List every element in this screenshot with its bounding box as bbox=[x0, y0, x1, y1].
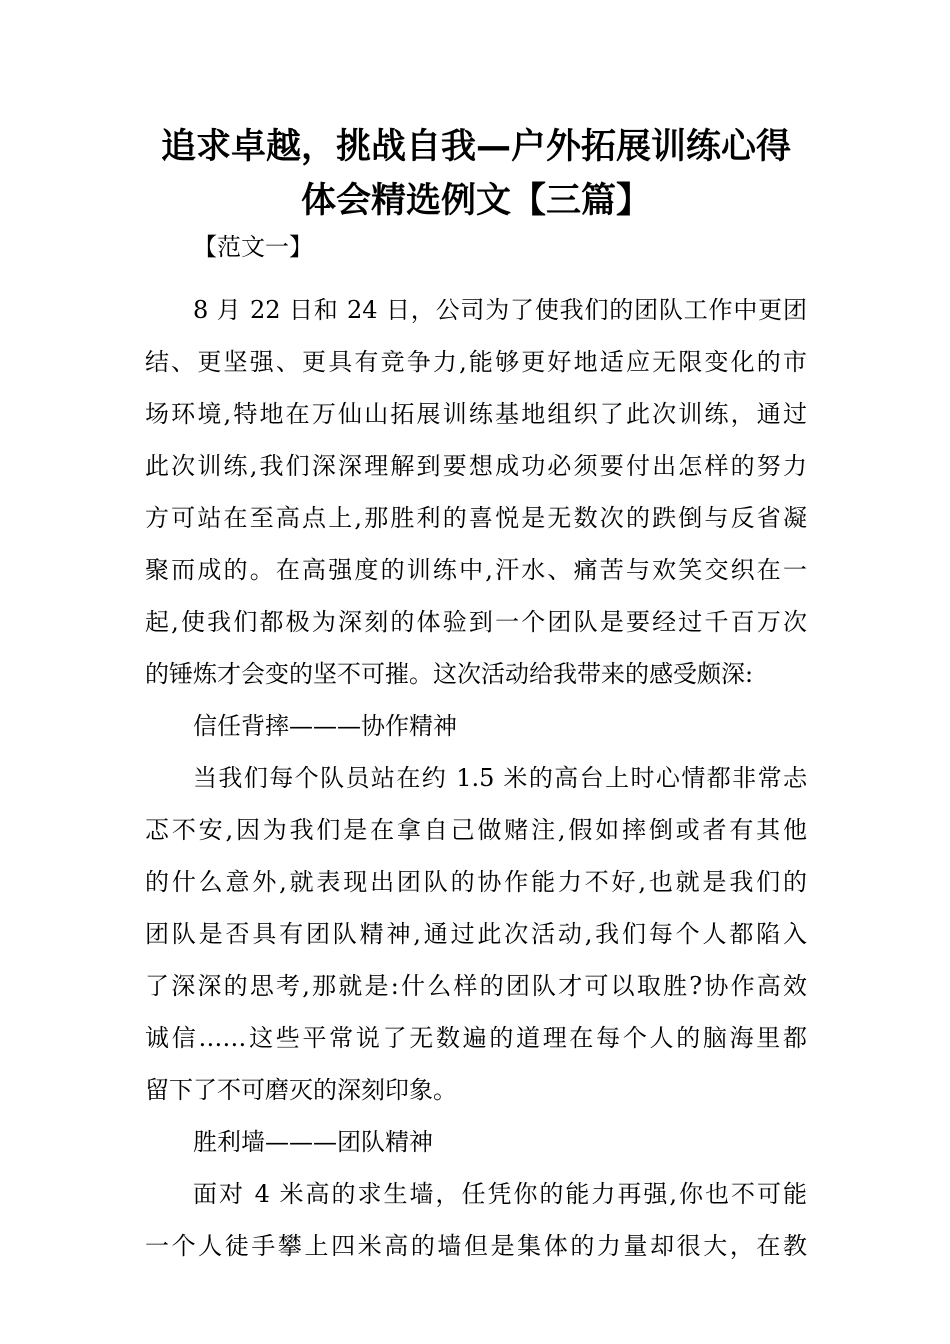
title-line-1: 追求卓越，挑战自我—户外拓展训练心得 bbox=[160, 127, 791, 167]
paragraph-line: 起,使我们都极为深刻的体验到一个团队是要经过千百万次 bbox=[145, 608, 807, 636]
title-line-2: 体会精选例文【三篇】 bbox=[300, 181, 651, 221]
subheading-victory-wall: 胜利墙———团队精神 bbox=[193, 1128, 433, 1156]
subheading-trust-fall: 信任背摔———协作精神 bbox=[193, 712, 457, 740]
paragraph-line: 团队是否具有团队精神,通过此次活动,我们每个人都陷入 bbox=[145, 920, 807, 948]
paragraph-line: 场环境,特地在万仙山拓展训练基地组织了此次训练，通过 bbox=[145, 400, 807, 428]
section-label: 【范文一】 bbox=[193, 233, 313, 261]
paragraph-line: 忑不安,因为我们是在拿自己做赌注,假如摔倒或者有其他 bbox=[145, 816, 807, 844]
paragraph-line: 此次训练,我们深深理解到要想成功必须要付出怎样的努力 bbox=[145, 452, 807, 480]
paragraph-line: 结、更坚强、更具有竞争力,能够更好地适应无限变化的市 bbox=[145, 348, 807, 376]
paragraph-line: 聚而成的。在高强度的训练中,汗水、痛苦与欢笑交织在一 bbox=[145, 556, 807, 584]
paragraph-3 bbox=[145, 1168, 807, 1272]
paragraph-line: 面对 4 米高的求生墙，任凭你的能力再强,你也不可能 bbox=[193, 1180, 807, 1208]
paragraph-line: 一个人徒手攀上四米高的墙但是集体的力量却很大，在教 bbox=[145, 1232, 807, 1260]
paragraph-line: 的什么意外,就表现出团队的协作能力不好,也就是我们的 bbox=[145, 868, 807, 896]
paragraph-line: 8 月 22 日和 24 日，公司为了使我们的团队工作中更团 bbox=[193, 296, 807, 324]
document-page bbox=[145, 120, 807, 1272]
paragraph-line: 当我们每个队员站在约 1.5 米的高台上时心情都非常忐 bbox=[193, 764, 807, 792]
paragraph-line: 的锤炼才会变的坚不可摧。这次活动给我带来的感受颇深: bbox=[145, 660, 754, 688]
paragraph-line: 留下了不可磨灭的深刻印象。 bbox=[145, 1076, 457, 1104]
document-title bbox=[137, 120, 815, 228]
paragraph-2 bbox=[145, 752, 807, 1116]
paragraph-line: 了深深的思考,那就是:什么样的团队才可以取胜?协作高效 bbox=[145, 972, 807, 1000]
paragraph-line: 方可站在至高点上,那胜利的喜悦是无数次的跌倒与反省凝 bbox=[145, 504, 807, 532]
paragraph-1 bbox=[145, 284, 807, 700]
paragraph-line: 诚信……这些平常说了无数遍的道理在每个人的脑海里都 bbox=[145, 1024, 807, 1052]
